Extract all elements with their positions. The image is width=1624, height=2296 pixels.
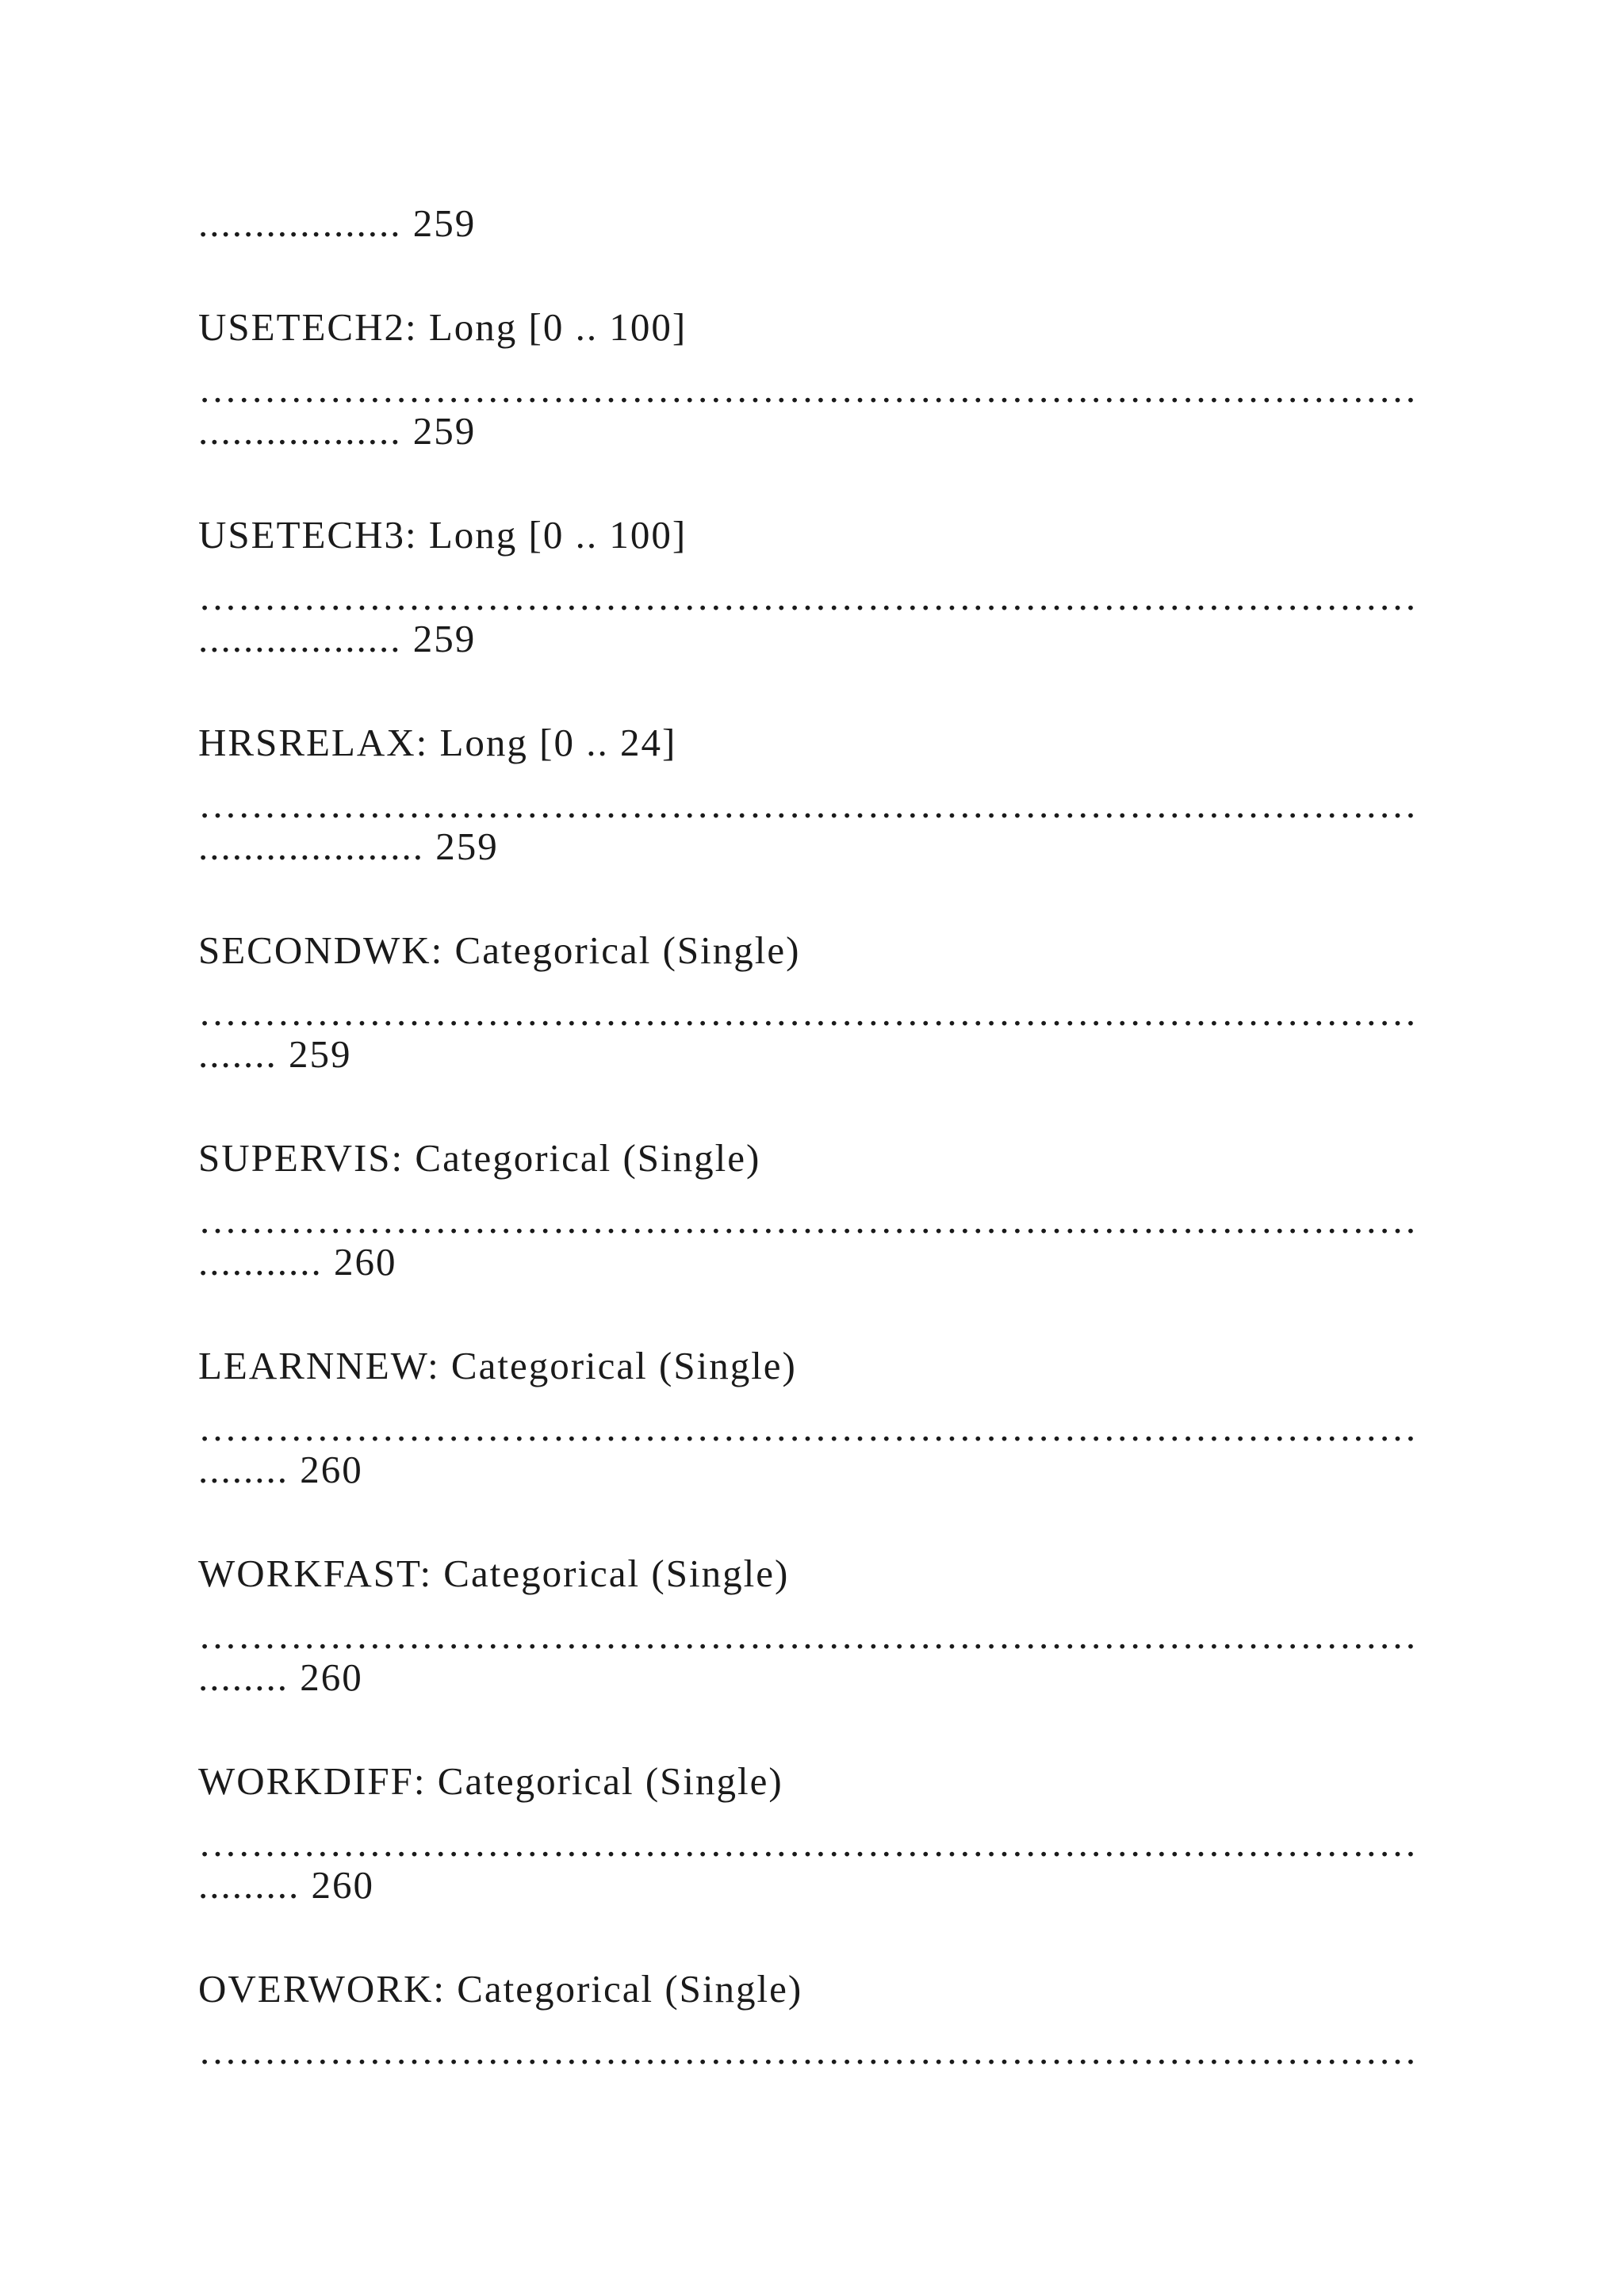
toc-dot-leader: ………………………………………………………………………………… [198,1198,1418,1242]
toc-dot-leader: ………………………………………………………………………………… [198,1613,1418,1657]
toc-page-number-line: ........ 260 [198,1448,363,1491]
toc-entry-title: HRSRELAX: Long [0 .. 24] [198,721,677,764]
toc-dot-leader: ………………………………………………………………………………… [198,1821,1418,1865]
toc-page-number-line: ......... 260 [198,1863,374,1907]
toc-dot-leader: ………………………………………………………………………………… [198,990,1418,1034]
toc-page-number-line: .................... 259 [198,825,499,868]
toc-page-number-line: ....... 259 [198,1032,352,1076]
toc-dot-leader: ………………………………………………………………………………… [198,1406,1418,1449]
toc-entry-title: SUPERVIS: Categorical (Single) [198,1136,761,1180]
toc-entry-title: OVERWORK: Categorical (Single) [198,1967,803,2011]
toc-dot-leader: ………………………………………………………………………………… [198,783,1418,826]
toc-entry-title: WORKFAST: Categorical (Single) [198,1552,790,1595]
toc-entry-title: SECONDWK: Categorical (Single) [198,928,801,972]
toc-entry-title: USETECH3: Long [0 .. 100] [198,513,688,557]
toc-entry-title: USETECH2: Long [0 .. 100] [198,305,688,349]
toc-page-number-line: ........... 260 [198,1240,397,1284]
toc-page-number-line: .................. 259 [198,617,477,660]
toc-page-number-line: ........ 260 [198,1655,363,1699]
toc-entry-title: WORKDIFF: Categorical (Single) [198,1759,783,1803]
toc-page-number-line: .................. 259 [198,201,477,245]
toc-dot-leader: ………………………………………………………………………………… [198,367,1418,411]
toc-dot-leader: ………………………………………………………………………………… [198,2029,1418,2072]
toc-dot-leader: ………………………………………………………………………………… [198,575,1418,618]
toc-page-number-line: .................. 259 [198,409,477,453]
toc-entry-title: LEARNNEW: Categorical (Single) [198,1344,797,1387]
